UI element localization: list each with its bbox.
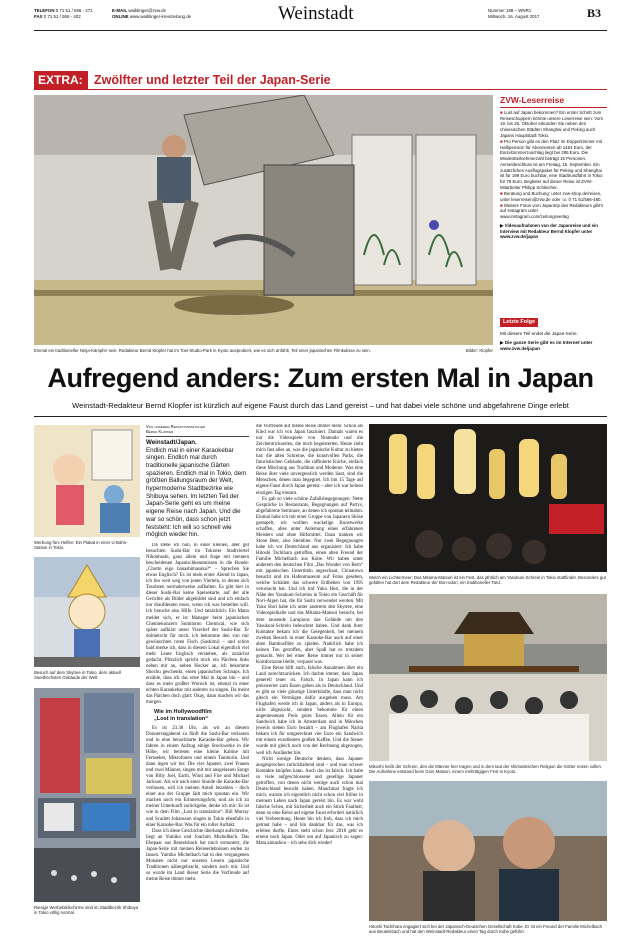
caption-subway: Werbung fürs Helfen: Ein Plakat in einer U-Bahn-Station in Tokio. (34, 540, 128, 551)
paragraph: Nicht wenige Deutsche denken, dass Japaner ausgesprochen zurückhaltend sind – und man schwer Kontakte knüpfen kann. Auch das ist falsch. Ich habe so viele aufgeschlossene und gesellige Japaner getroffen, von denen nicht wenige auch schon mal Deutschland besucht haben. Manchmal fragte ich mich, warum ich eigentlich nicht schon viel früher in meinem Leben nach Japan gereist bin. Es war wohl falsche Scheu, mit Sicherheit auch ein Stück Faulheit, denn so eine Reise auf eigene Faust erfordert natürlich viel Vorbereitung. Heute bin ich froh, dass ich mich getraut habe – und bin dankbar für das, was ich erleben durfte. Eines steht schon fest: 2018 geht es erneut nach Japan. Oder um auf Japanisch zu sagen: Mata aimashou – ich sehe dich wieder! (256, 756, 363, 847)
inline-subhead: Wie im Hollywoodfilm „Lost in translation“ (154, 709, 212, 723)
page-number: B3 (587, 6, 602, 20)
article-lead (146, 439, 249, 539)
issue-number: Nummer 188 – WNR1 (488, 8, 532, 13)
caption-tachihara: Hitoshi Tachihara engagiert sich bei der Japanisch-Deutschen Gesellschaft Kobe. Er ist ein Freund der Familie Michelbach aus Beutelsbach und hat den Weinstadt-Redakteur einen Tag durch Kobe geführt. (369, 924, 603, 935)
fax-value: 0 71 51 / 566 - 402 (43, 13, 81, 19)
masthead-online (112, 8, 252, 19)
byline (146, 424, 249, 437)
sidebar-item: ■ Pro Person gibt es den Platz im Doppelzimmer mit Halbpension für Abonnenten ab 1454 Euro, der Einzelzimmerzuschlag liegt bei 285 Euro. Die Mindestteilnehmerzahl beträgt 15 Personen. Anmeldeschluss ist am Freitag, 15. September. Ein zusätzliches Ausflugspaket für Peking und Shanghai ist für 199 Euro buchbar, eine Stadtrundfahrt in Tokio für 79 Euro. Begleiter auf dieser Reise ist ZVW-Mitarbeiter Philipp Schleicher. (500, 139, 603, 190)
poster-illustration (34, 425, 140, 537)
top-photo-caption: Einmal ein traditioneller Ninja-Kämpfer sein: Redakteur Bernd Klopfer hat im Toei-Studio-Park in Kyoto ausprobiert, wie es sich anfühlt, Teil einer japanischen Filmkulisse zu sein. (34, 348, 371, 353)
tachihara-photo (369, 781, 607, 921)
email-value: waiblinger@zvw.de (128, 8, 167, 13)
paragraph: die Vorfreude auf meine Reise immer mehr. Schon als Kind war ich von Japan fasziniert. Damals waren es nur die Videospiele von Nintendo und die Zeichentrickserien, die mich begeisterten. Heute zieht mich fast alles an, was die japanische Kultur zu bieten hat: die alten Schreine, die kunstvollen Parks, die futuristischen Gebäude, die raffinierte Küche, einfach diese Mischung aus Tradition und Moderne. Was eine Reise über viele unvergesslich werden lässt, sind die Menschen, denen man begegnet. Ich bin 15 Tage auf eigene Faust durch Japan gereist – aber ich war keinen einzigen Tag einsam. (256, 424, 363, 496)
sidebar-title: ZVW-Leserreise (500, 95, 607, 108)
top-photo (34, 95, 493, 345)
byline-author: Bernd Klopfer (146, 429, 174, 435)
article-col-1 (146, 424, 249, 936)
folge-text: Mit diesem Teil endet die Japan-Serie. (500, 331, 578, 336)
phone-value: 0 71 51 / 566 - 271 (55, 8, 93, 13)
caption-lanterns: Welch ein Lichtermeer: Das Mitama-Matsuri ist ein Fest, das jährlich am Yasukuni-Schrein in Tokio stattfindet. Besonders gut gefallen hat dort dem Redakteur der Bon-odori, ein traditioneller Tanz. (369, 575, 606, 586)
paragraph: Es ist 23.30 Uhr, als wir an diesem Donnerstagabend zu fünft die Sushi-Bar verlassen und in eine benachbarte Karaoke-Bar gehen. Wir fahren in einem Aufzug einige Stockwerke in die Höhe, wir betreten eine kleine Kabine mit Fernseher, Mikrofonen und einem Tamburin. Und dann legen wir los: Die vier Japaner, zwei Frauen und zwei Männer, singen mit mir ausgelassen Songs von Billy Joel, Earth, Wind and Fire und Michael Jackson. Als wir nach einer Stunde die Karaoke-Bar verlassen, will ich meinen Anteil bezahlen – doch einer aus der Gruppe lädt mich spontan ein. Wir machen noch ein Erinnerungsfoto, und als ich zu meiner Unterkunft zurückgehe, denke ich mir: Es ist wie in dem Film „Lost in translation“: Bill Murray und Scarlett Johansson singen in Tokio ebenfalls in einer Karaoke-Bar. Was für ein toller Auftakt. (146, 725, 249, 828)
byline-prefix: Von unserem Redaktionsmitglied (146, 424, 206, 429)
subway-poster-photo (34, 425, 140, 537)
lantern-illustration (369, 424, 607, 572)
online-value: www.waiblinger-kreiszeitung.de (129, 13, 192, 19)
lead-text: Endlich mal in einer Karaokebar singen. Endlich mal durch traditionelle japanische Gärten spazieren. Endlich mal in Tokio, dem größten Ballungsraum der Welt, hypermoderne Stadtbezirke wie Shibuya sehen. Im letzten Teil der Japan-Serie geht es um meine eigene Reise nach Japan. Und die war so schön, dass schon jetzt feststeht: Ich will so schnell wie möglich wieder hin. (146, 446, 247, 539)
email-label: E-MAIL (112, 8, 128, 13)
header-rule (34, 30, 607, 31)
caption-shibuya: Riesige Werbebildschirme sind im Stadtbezirk Shibuya in Tokio völlig normal. (34, 905, 139, 916)
subhead: Weinstadt-Redakteur Bernd Klopfer ist kürzlich auf eigene Faust durch das Land gereist – und hat dabei viele schöne und abgefahrene Dinge erlebt (72, 401, 569, 410)
article-col-2 (256, 424, 363, 936)
lantern-festival-photo (369, 424, 607, 572)
folge-badge: Letzte Folge (500, 318, 538, 327)
video-note: ▶ Videoaufnahmen von der Japanreise und ein Interview mit Redakteur Bernd Klopfer unter www.zvw.de/japan (500, 222, 598, 240)
arrow-icon: ▶ (500, 340, 505, 345)
caption-skytree: Besuch auf dem Skytree in Tokio, dem aktuell zweithöchsten Gebäude der Welt. (34, 670, 121, 681)
issue-date: Mittwoch, 16. August 2017 (488, 13, 540, 19)
top-photo-credit: Bilder: Klopfer (466, 348, 493, 353)
skytree-photo (34, 557, 140, 667)
shibuya-photo (34, 688, 140, 902)
portrait-illustration (369, 781, 607, 921)
phone-label: TELEFON (34, 8, 55, 13)
shibuya-screens-illustration (34, 688, 140, 902)
lead-dateline: Weinstadt/Japan. (146, 438, 197, 446)
skytree-mascot-illustration (34, 557, 140, 667)
kicker-text: Zwölfter und letzter Teil der Japan-Serie (94, 73, 331, 87)
caption-mikoshi: Mikoshi heißt der Schrein, den die Männer hier tragen und in dem laut der shintoistischen Religion die Götter reisen sollen. Die Aufnahme entstand beim Gion Matsuri, einem mehrtägigen Fest in Kyoto. (369, 764, 603, 775)
sidebar-item: ■ Beratung und Buchung: unter zvw-shop.de/reisen, unter leserreisen@zvw.de oder ☏ 0 71 51/566-480. (500, 190, 602, 202)
mikoshi-illustration (369, 594, 607, 761)
sidebar-item: ■ Weitere Fotos vom Japantrip des Redakteurs gibt's auf Instagram unter www.instagram.com/zeitungsverlag (500, 202, 604, 220)
video-icon: ▶ (500, 222, 505, 228)
issue-info (488, 8, 598, 19)
article-body-1 (146, 543, 249, 883)
mikoshi-photo (369, 594, 607, 761)
ninja-scene-illustration (34, 95, 493, 345)
folge-link: ▶ Die ganze Serie gibt es im Internet unter www.zvw.de/japan (500, 340, 593, 351)
paragraph: Dass ich diese Geschichte überhaupt aufschreibe, liegt an Yumiko und Joachim Michelbach. Das Ehepaar aus Beutelsbach hat mich ermuntert, die Japan-Serie mit meinen Reiseerlebnissen enden zu lassen. Yumiko Michelbach hat in den vergangenen Monaten nicht nur unseren Lesern japanische Traditionen nähergebracht, sondern auch mir. Und so wurde im Land dieser Serie die Vorfreude auf meine Reise immer mehr. (146, 828, 249, 882)
online-label: ONLINE (112, 13, 129, 19)
extra-badge: EXTRA: (34, 71, 88, 89)
paragraph: Eine Reise hilft auch, falsche Annahmen über ein Land zurechtzurücken. Ich dachte immer, dass Japan generell teuer ist. Falsch. In Japan kann ich preiswerter zum Essen gehen als in Deutschland. Und es gibt so viele günstige Unterkünfte, dass man nicht gleich ein Vermögen dafür ausgeben muss. Am Flughafen werde ich in Japan, anders als in Europa, nicht abgezockt, sondern bekomme für einen angemessenen Preis gutes Essen. Allein für ein Sandwich habe ich in Amsterdam und in München jeweils sieben Euro bezahlt – am Flughafen Narita bekam ich für umgerechnet vier Euro ein Sandwich mit einem exzellenten großen Kaffee. Und die Steuer wurde mir gleich noch von der Rechnung abgezogen, weil ich Ausländer bin. (256, 665, 363, 756)
paragraph: Es gab so viele schöne Zufallsbegegnungen: Nette Gespräche in Restaurants, Begegnungen auf Partys, abgefahrene Seminare, an denen ich spontan teilnahm. Einmal habe ich mit einer Gruppe von Japanern Shōse gestapelt, wir wollten wackelige Kunstwerke schaffen, alles unter Anleitung eines erfahrenen Meisters und ohne Hilfsmittel. Dazu tranken wir Stone Beer, also Steinbier. Nur zwei Begegnungen habe ich vor Deutschland aus organisiert: Ich habe Hitoshi Tachihara getroffen, einen alten Freund der Familie Michelbach aus Kobe. Wir haben unter anderem den deutschen Film „Das Wunder von Bern“ mit japanischen Untertiteln angeschaut, Chinatown besucht und im Hafenmuseum auf Fotos gesehen, welche Schäden das schwere Erdbeben von 1995 verursacht hat. Und ich traf Yuko Hori, die in der Nähe des Yasukuni-Schreins in Tokio ein Geschäft für Nori-Algen hat, die für Sushi verwendet werden. Mit Yuko Hori habe ich unter anderem den Skytree, eine Videospielhalle und das Mitama-Matsuri besucht, bei dem tausende Lampions das Gelände um den Yasukuni-Schrein beleuchtet haben. Und dank ihrer Kontakte bekam ich die Gelegenheit, bei meinem zweiten Besuch in einer Karaoke-Bar auch auf einer alten Bambusflöte zu spielen. Natürlich habe ich keinen Ton getroffen, aber Spaß hat es trotzdem gemacht. Wer bei einer Reise immer nur in seiner Komfortzone bleibt, verpasst was. (256, 496, 363, 665)
paragraph: Da stehe ich nun, in einer kleinen, aber gut besuchten Sushi-Bar im Tokioter Stadtviertel Nihonbashi, ganz allein und frage mit meinem bescheidenen Japanischkenntnissen in die Runde: „Chotto eigo hanashimasuka?“ – Sprechen Sie etwas Englisch? Es ist mein erster Abend in Japan, ich bin weit weg von jenen Vierteln, in denen sich Touristen normalerweise aufhalten. Es gibt hier in dieser Sushi-Bar keine Speisekarte, auf der alle Gerichte als Bilder abgebildet sind und ich einfach nur draufdeuten muss, wenn ich was bestellen will. Ich brauche also Hilfe. Und tatsächlich: Ein Mann meldet sich, er ist Manager beim japanischen Chemiekonzern Sumitomo Chemical, wie sich später aufklärt unser Vizechef der Sushi-Bar. Er dolmetscht für mich, ich bekomme den von mir gewünschten roten Fisch (Sashimi) – und schon bald merke ich, dass in diesem Lokal eigentlich viel mehr Leute Englisch verstehen, als zunächst gedacht. Plötzlich spricht mich ein Pärchen links neben mir an, neben Hocker an, ich bekomme Shochu geschenkt, einen japanischen Schnaps. Ich erzähle, dass ich das erste Mal in Japan bin – und dass es mein großter Wunsch ist, einmal in einer echten Karaokebar mit anderen zu singen. Da meint das Pärchen doch glatt: Okay, dann machen wir das morgen. (146, 542, 249, 706)
fax-label: FAX (34, 13, 43, 19)
headline: Aufregend anders: Zum ersten Mal in Japan (47, 363, 594, 393)
sidebar-item: ■ Lust auf Japan bekommen? Ein erster Schritt zum Reiseschuppern könnte unsere Leserreise sein: Vom 19. bis 26. Oktober erkunden Sie neben den chinesischen Städten Shanghai und Peking auch Japans Hauptstadt Tokio. (500, 110, 603, 138)
subhead-rule (34, 416, 607, 417)
section-title: Weinstadt (278, 3, 354, 24)
